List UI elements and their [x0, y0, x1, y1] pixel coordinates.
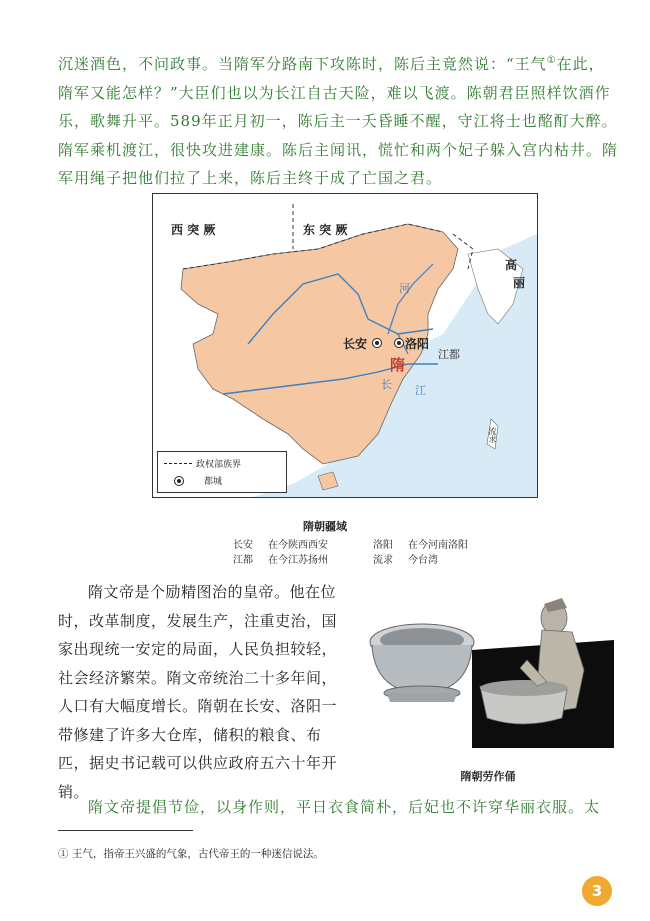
main-paragraph: 隋文帝是个励精图治的皇帝。他在位时，改革制度，发展生产，注重吏治，国家出现统一安定的局面，人民负担较轻，社会经济繁荣。隋文帝统治二十多年间，人口有大幅度增长。隋朝在长安、洛阳一带修建了许多大仓库，储积的粮食、布匹，据史书记载可以供应政府五六十年开销。 [58, 583, 338, 801]
gloss-modern-liuqiu: 今台湾 [408, 555, 438, 566]
label-yangtze-1: 长 [381, 378, 392, 391]
labor-figurine-illustration [362, 590, 614, 748]
gloss-place-liuqiu: 流求 [373, 555, 393, 566]
gloss-place-jiangdu: 江都 [233, 555, 253, 566]
gloss-modern-changan: 在今陕西西安 [268, 540, 328, 551]
label-east-turks: 东 突 厥 [303, 223, 348, 237]
legend-border-row [164, 457, 241, 470]
top-paragraph-text-1: 沉迷酒色，不问政事。当隋军分路南下攻陈时，陈后主竟然说：“王气 [58, 55, 547, 73]
artifact-image [362, 590, 614, 748]
label-goguryeo-2: 丽 [513, 276, 526, 290]
bottom-paragraph: 隋文帝提倡节俭，以身作则，平日衣食简朴，后妃也不许穿华丽衣服。太 [88, 798, 601, 816]
sui-territory-map [152, 193, 538, 498]
top-paragraph [58, 47, 618, 193]
dashed-line-icon [164, 463, 192, 464]
label-liuqiu: 流求 [488, 427, 497, 443]
gloss-modern-jiangdu: 在今江苏扬州 [268, 555, 328, 566]
label-goguryeo-1: 高 [505, 258, 518, 272]
footnote-divider [58, 830, 193, 831]
label-jiangdu: 江都 [438, 348, 460, 361]
legend-border-label: 政权部族界 [196, 460, 242, 470]
gloss-place-luoyang: 洛阳 [373, 540, 393, 551]
label-changan: 长安 [343, 337, 368, 351]
map-legend [157, 451, 287, 493]
label-luoyang: 洛阳 [405, 337, 430, 351]
label-sui: 隋 [390, 356, 406, 374]
legend-capital-row [164, 474, 222, 487]
label-yangtze-2: 江 [415, 384, 426, 397]
top-paragraph-text-2: 在此，隋军又能怎样？”大臣们也以为长江自古天险，难以飞渡。陈朝君臣照样饮酒作乐，歌舞升平。589年正月初一，陈后主一夭昏睡不醒，守江将士也酩酊大醉。隋军乘机渡江，很快攻进建康。陈后主闻讯，慌忙和两个妃子躲入宫内枯井。隋军用绳子把他们拉了上来，陈后主终于成了亡国之君。 [58, 55, 619, 187]
capital-icon [174, 476, 184, 486]
label-west-turks: 西 突 厥 [171, 223, 216, 237]
gloss-place-changan: 长安 [233, 540, 253, 551]
page-number-badge [582, 876, 612, 906]
footnote: ① 王气，指帝王兴盛的气象，古代帝王的一种迷信说法。 [58, 848, 324, 860]
legend-capital-label: 都城 [204, 477, 223, 487]
artifact-caption: 隋朝劳作俑 [460, 770, 516, 783]
footnote-marker[interactable]: ① [546, 55, 557, 66]
gloss-modern-luoyang: 在今河南洛阳 [408, 540, 468, 551]
label-yellow-river: 河 [399, 282, 410, 295]
map-caption: 隋朝疆域 [303, 520, 347, 533]
page-number: 3 [591, 882, 603, 900]
changan-capital-marker [372, 338, 382, 348]
luoyang-capital-marker [394, 338, 404, 348]
